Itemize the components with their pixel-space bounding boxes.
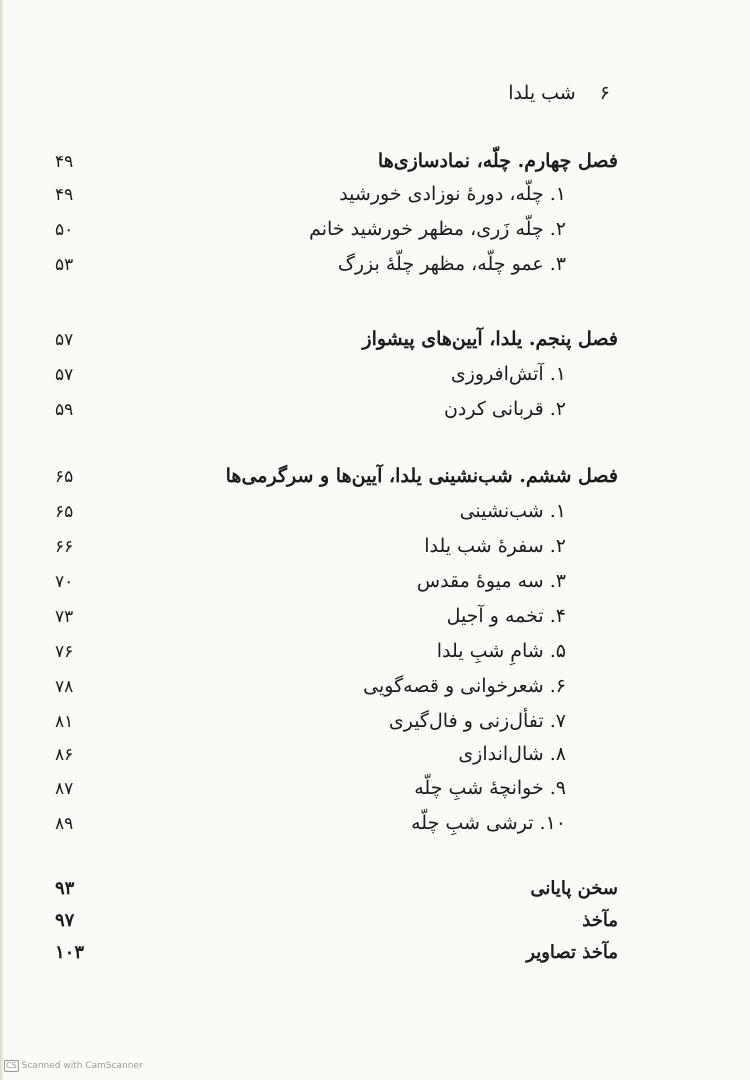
page-ref: ۸۱ (55, 712, 74, 732)
section-entry (55, 363, 618, 385)
section-title: ۳. عمو چلّه، مظهر چلّهٔ بزرگ (337, 253, 566, 275)
page-ref: ۶۵ (55, 502, 74, 522)
page-ref: ۵۷ (55, 330, 74, 350)
section-title: ۵. شامِ شبِ یلدا (436, 640, 566, 662)
page-ref: ۷۶ (55, 642, 74, 662)
section-title: ۲. چلّه زَری، مظهر خورشید خانم (309, 218, 566, 240)
section-title: ۱. شب‌نشینی (459, 500, 566, 522)
scanner-watermark (4, 1060, 143, 1072)
section-entry (55, 535, 618, 557)
chapter-title: فصل پنجم. یلدا، آیین‌های پیشواز (362, 328, 618, 350)
section-title: ۱. آتش‌افروزی (450, 363, 566, 385)
chapter-entry (55, 150, 618, 172)
page-ref: ۷۳ (55, 607, 74, 627)
section-entry (55, 640, 618, 662)
page-ref: ۹۷ (55, 910, 75, 931)
page-ref: ۵۹ (55, 400, 74, 420)
section-entry (55, 253, 618, 275)
page-ref: ۵۰ (55, 220, 74, 240)
chapter-title: فصل ششم. شب‌نشینی یلدا، آیین‌ها و سرگرمی‌ها (225, 465, 618, 487)
book-title: شب یلدا (508, 82, 576, 104)
watermark-text: Scanned with CamScanner (21, 1061, 143, 1071)
page-ref: ۵۷ (55, 365, 74, 385)
section-title: ۴. تخمه و آجیل (446, 605, 566, 627)
section-entry (55, 605, 618, 627)
page-ref: ۶۵ (55, 467, 74, 487)
section-entry (55, 743, 618, 765)
section-title: ۱. چلّه، دورهٔ نوزادی خورشید (339, 183, 566, 205)
section-entry (55, 675, 618, 697)
section-entry (55, 570, 618, 592)
section-entry (55, 812, 618, 834)
section-title: ۹. خوانچهٔ شبِ چلّه (414, 777, 566, 799)
camscanner-logo-icon: CS (6, 1061, 17, 1070)
page-ref: ۹۳ (55, 878, 75, 899)
backmatter-entry (55, 910, 618, 931)
section-title: ۲. سفرهٔ شب یلدا (424, 535, 566, 557)
chapter-entry (55, 328, 618, 350)
section-title: ۱۰. ترشی شبِ چلّه (411, 812, 566, 834)
section-title: ۶. شعرخوانی و قصه‌گویی (363, 675, 566, 697)
page-ref: ۴۹ (55, 152, 74, 172)
backmatter-title: مآخذ (582, 910, 618, 931)
section-title: ۸. شال‌اندازی (458, 743, 566, 765)
section-title: ۳. سه میوهٔ مقدس (416, 570, 566, 592)
section-entry (55, 500, 618, 522)
page-ref: ۶۶ (55, 537, 74, 557)
backmatter-title: مآخذ تصاویر (526, 942, 618, 963)
page-ref: ۵۳ (55, 255, 74, 275)
page-ref: ۴۹ (55, 185, 74, 205)
section-entry (55, 218, 618, 240)
chapter-entry (55, 465, 618, 487)
page-ref: ۷۰ (55, 572, 74, 592)
backmatter-entry (55, 878, 618, 899)
section-title: ۲. قربانی کردن (443, 398, 566, 420)
page-ref: ۸۹ (55, 814, 74, 834)
section-entry (55, 398, 618, 420)
page-ref: ۸۶ (55, 745, 74, 765)
section-entry (55, 777, 618, 799)
section-title: ۷. تفأل‌زنی و فال‌گیری (388, 710, 566, 732)
section-entry (55, 183, 618, 205)
page-ref: ۷۸ (55, 677, 74, 697)
page-ref: ۱۰۳ (55, 942, 85, 963)
backmatter-title: سخن پایانی (530, 878, 618, 899)
section-entry (55, 710, 618, 732)
chapter-title: فصل چهارم. چلّه، نمادسازی‌ها (377, 150, 618, 172)
backmatter-entry (55, 942, 618, 963)
page-ref: ۸۷ (55, 779, 74, 799)
page-number: ۶ (599, 82, 610, 104)
